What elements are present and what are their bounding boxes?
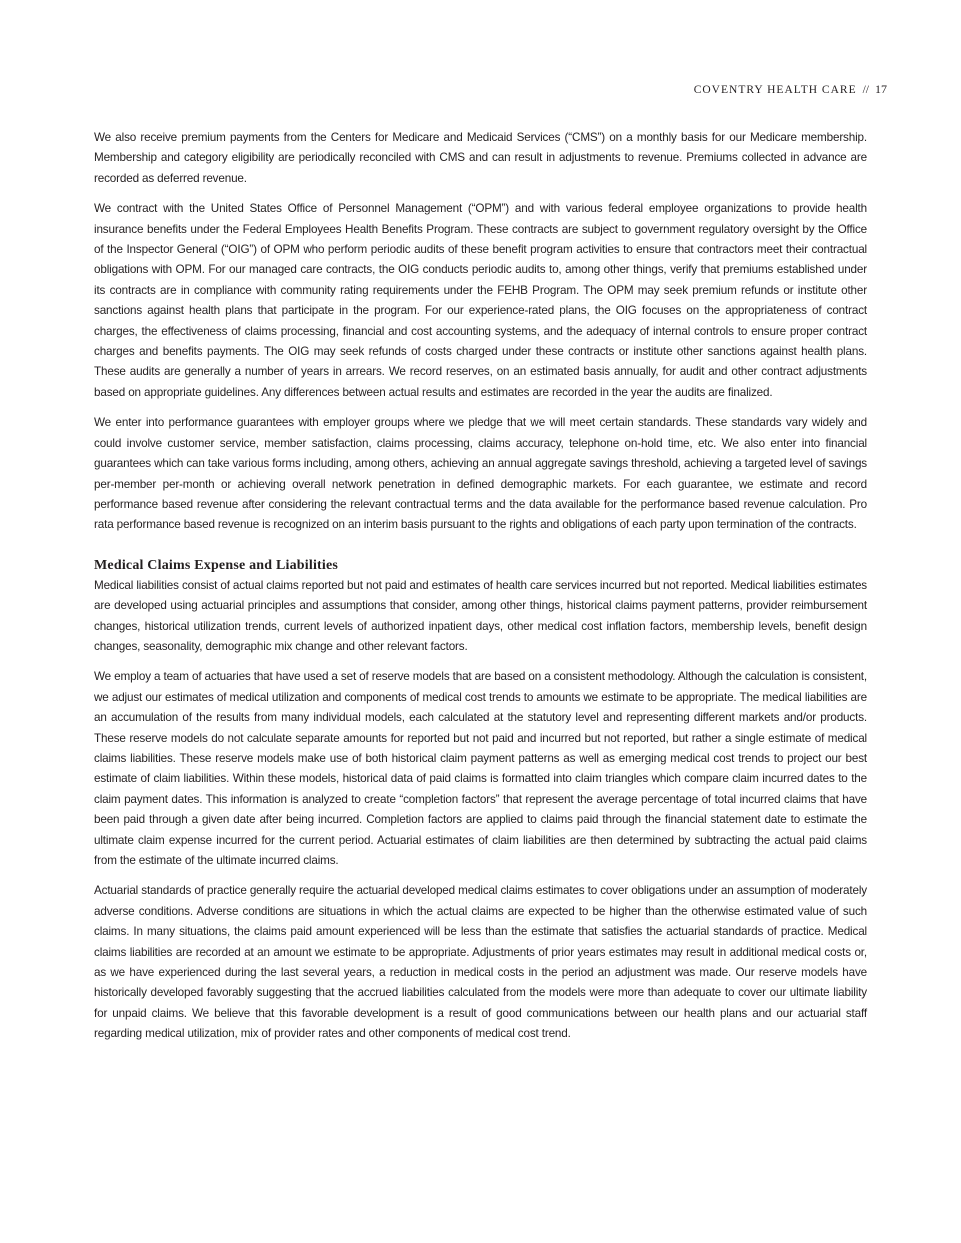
page-number: 17	[875, 82, 887, 96]
paragraph-actuarial-standards: Actuarial standards of practice generally require the actuarial developed medical claims estimates to cover obligations under an assumption of moderately adverse conditions. Adverse conditions are situations in which the actual claims are expected to be higher than the otherwise estimated value of such claims. In many situations, the claims paid amount experienced will be less than the estimate that satisfies the actuarial standards of practice. Medical claims liabilities are recorded at an amount we estimate to be appropriate. Adjustments of prior years estimates may result in additional medical costs or, as we have experienced during the last several years, a reduction in medical costs in the period an adjustment was made. Our reserve models have historically developed favorably suggesting that the accrued liabilities calculated from the models were more than adequate to cover our ultimate liability for unpaid claims. We believe that this favorable development is a result of good communications between our health plans and our actuarial staff regarding medical utilization, mix of provider rates and other components of medical cost trend.	[94, 884, 867, 1041]
paragraph-medical-liabilities: Medical liabilities consist of actual claims reported but not paid and estimates of health care services incurred but not reported. Medical liabilities estimates are developed using actuarial principles and assumptions that consider, among other things, historical claims payment patterns, provider reimbursement changes, historical utilization trends, current levels of authorized inpatient days, other medical cost inflation factors, membership levels, benefit design changes, seasonality, demographic mix change and other relevant factors.	[94, 578, 867, 653]
paragraph-opm-contracts: We contract with the United States Office of Personnel Management (“OPM”) and with various federal employee organizations to provide health insurance benefits under the Federal Employees Health Benefits Program. These contracts are subject to government regulatory oversight by the Office of the Inspector General (“OIG”) of OPM who perform periodic audits of these benefit program activities to ensure that contractors meet their contractual obligations with OPM. For our managed care contracts, the OIG conducts periodic audits to, among other things, verify that premiums established under its contracts are in compliance with community rating requirements under the FEHB Program. The OPM may seek premium refunds or institute other sanctions against health plans that participate in the program. For our experience-rated plans, the OIG focuses on the appropriateness of contract charges, the effectiveness of claims processing, financial and cost accounting systems, and the adequacy of internal controls to ensure proper contract charges and benefits payments. The OIG may seek refunds of costs charged under these contracts or institute other sanctions against health plans. These audits are generally a number of years in arrears. We record reserves, on an estimated basis annually, for audit and other contract adjustments based on appropriate guidelines. Any differences between actual results and estimates are recorded in the year the audits are finalized.	[94, 202, 867, 399]
paragraph-cms-premiums: We also receive premium payments from the Centers for Medicare and Medicaid Services (“CMS”) on a monthly basis for our Medicare membership. Membership and category eligibility are periodically reconciled with CMS and can result in adjustments to revenue. Premiums collected in advance are recorded as deferred revenue.	[94, 131, 867, 185]
running-header	[694, 82, 887, 97]
paragraph-actuarial-models: We employ a team of actuaries that have used a set of reserve models that are based on a consistent methodology. Although the calculation is consistent, we adjust our estimates of medical utilization and components of medical cost trends to amounts we estimate to be appropriate. The medical liabilities are an accumulation of the results from many individual models, each calculated at the statutory level and representing different markets and/or products. These reserve models do not calculate separate amounts for reported but not paid and incurred but not reported, but rather a single estimate of medical claims liabilities. These reserve models make use of both historical claim payment patterns as well as emerging medical cost trends to project our best estimate of claim liabilities. Within these models, historical data of paid claims is formatted into claim triangles which compare claim incurred dates to the claim payment dates. This information is analyzed to create “completion factors” that represent the average percentage of total incurred claims that have been paid through a given date after being incurred. Completion factors are applied to claims paid through the financial statement date to estimate the ultimate claim expense incurred for the current period. Actuarial estimates of claim liabilities are then determined by subtracting the actual paid claims from the estimate of the ultimate incurred claims.	[94, 670, 867, 867]
paragraph-performance-guarantees: We enter into performance guarantees with employer groups where we pledge that we will meet certain standards. These standards vary widely and could involve customer service, member satisfaction, claims processing, claims accuracy, telephone on-hold time, etc. We also enter into financial guarantees which can take various forms including, among others, achieving an annual aggregate savings threshold, achieving a targeted level of savings per-member per-month or achieving overall network penetration in defined demographic markets. For each guarantee, we estimate and record performance based revenue after considering the relevant contractual terms and the data available for the performance based revenue calculation. Pro rata performance based revenue is recognized on an interim basis pursuant to the rights and obligations of each party upon termination of the contracts.	[94, 416, 867, 532]
section-heading: Medical Claims Expense and Liabilities	[94, 557, 339, 573]
page-body	[94, 128, 867, 1055]
header-separator: //	[862, 84, 869, 96]
header-company-name: COVENTRY HEALTH CARE	[693, 84, 857, 96]
